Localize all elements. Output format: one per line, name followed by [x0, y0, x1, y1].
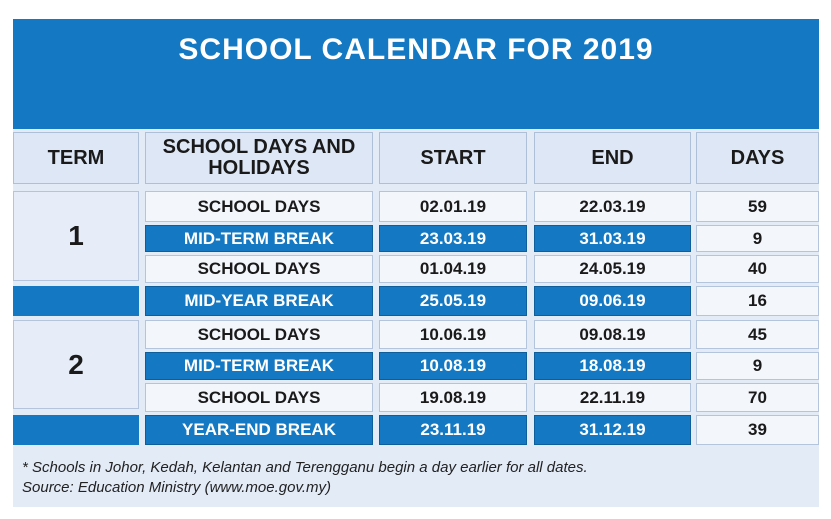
table-cell-end: 18.08.19 — [534, 352, 691, 380]
header-school-days-holidays: SCHOOL DAYS AND HOLIDAYS — [145, 132, 373, 184]
row-band — [13, 415, 139, 445]
footer — [22, 458, 812, 498]
table-cell-end: 09.06.19 — [534, 286, 691, 316]
table-cell-days: 39 — [696, 415, 819, 445]
table-cell-end: 31.12.19 — [534, 415, 691, 445]
table-cell-days: 70 — [696, 383, 819, 412]
title-banner — [13, 19, 819, 129]
table-cell-end: 22.03.19 — [534, 191, 691, 222]
term-cell-1: 1 — [13, 191, 139, 281]
table-cell-label: SCHOOL DAYS — [145, 383, 373, 412]
table-cell-end: 24.05.19 — [534, 255, 691, 283]
table-cell-days: 9 — [696, 352, 819, 380]
table-cell-start: 10.06.19 — [379, 320, 527, 349]
table-cell-label: MID-TERM BREAK — [145, 352, 373, 380]
table-cell-label: YEAR-END BREAK — [145, 415, 373, 445]
table-cell-label: SCHOOL DAYS — [145, 255, 373, 283]
page-title: SCHOOL CALENDAR FOR 2019 — [178, 33, 654, 66]
table-cell-start: 23.11.19 — [379, 415, 527, 445]
table-cell-end: 09.08.19 — [534, 320, 691, 349]
table-cell-end: 31.03.19 — [534, 225, 691, 252]
table-cell-start: 02.01.19 — [379, 191, 527, 222]
header-term: TERM — [13, 132, 139, 184]
table-cell-days: 40 — [696, 255, 819, 283]
table-cell-label: MID-YEAR BREAK — [145, 286, 373, 316]
table-cell-start: 23.03.19 — [379, 225, 527, 252]
footnote: * Schools in Johor, Kedah, Kelantan and Terengganu begin a day earlier for all dates. — [22, 459, 588, 476]
table-cell-end: 22.11.19 — [534, 383, 691, 412]
table-cell-days: 59 — [696, 191, 819, 222]
table-cell-days: 16 — [696, 286, 819, 316]
table-cell-start: 25.05.19 — [379, 286, 527, 316]
header-start: START — [379, 132, 527, 184]
table-cell-label: SCHOOL DAYS — [145, 320, 373, 349]
calendar-panel — [13, 129, 819, 507]
table-cell-start: 01.04.19 — [379, 255, 527, 283]
table-cell-start: 10.08.19 — [379, 352, 527, 380]
table-cell-label: MID-TERM BREAK — [145, 225, 373, 252]
header-days: DAYS — [696, 132, 819, 184]
term-cell-2: 2 — [13, 320, 139, 409]
table-cell-start: 19.08.19 — [379, 383, 527, 412]
header-end: END — [534, 132, 691, 184]
table-cell-days: 45 — [696, 320, 819, 349]
row-band — [13, 286, 139, 316]
table-cell-label: SCHOOL DAYS — [145, 191, 373, 222]
table-cell-days: 9 — [696, 225, 819, 252]
source-note: Source: Education Ministry (www.moe.gov.my) — [22, 479, 331, 496]
